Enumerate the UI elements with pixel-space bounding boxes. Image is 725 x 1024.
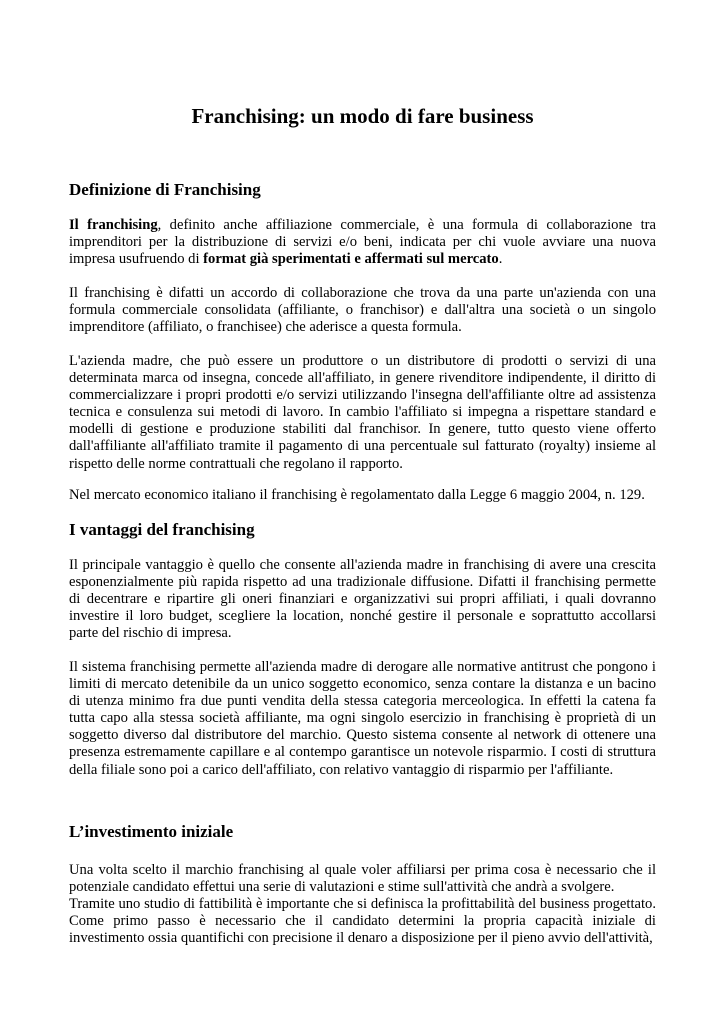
text-run: Il principale vantaggio è quello che consente all'azienda madre in franchising di avere una crescita esponenzialmente più rapida rispetto ad una tradizionale diffusione. Difatti il franchising permette di decentrare e ripartire gli oneri finanziari e organizzativi sui propri affiliati, i quali dovranno investire il loro budget, scegliere la location, nonché gestire il personale e soprattutto accollarsi parte del rischio di impresa.	[69, 557, 656, 642]
bold-text: Il franchising	[69, 217, 158, 233]
text-run: Nel mercato economico italiano il franchising è regolamentato dalla Legge 6 maggio 2004, n. 129.	[69, 487, 645, 503]
text-run: Tramite uno studio di fattibilità è importante che si definisca la profittabilità del business progettato. Come primo passo è necessario che il candidato determini la propria capacità iniziale di investimento ossia quantifichi con precisione il denaro a disposizione per il pieno avvio dell'attività,	[69, 896, 656, 947]
text-run: L'azienda madre, che può essere un produttore o un distributore di prodotti o servizi di una determinata marca od insegna, concede all'affiliato, in genere rivenditore indipendente, il diritto di commercializzare i propri prodotti e/o servizi utilizzando l'insegna dell'affiliante oltre ad assistenza tecnica e consulenza sui metodi di lavoro. In cambio l'affiliato si impegna a rispettare standard e modelli di gestione e produzione stabiliti dal franchisor. In genere, tutto questo viene offerto dall'affiliante all'affiliato tramite il pagamento di una percentuale sul fatturato (royalty) insieme al rispetto delle norme contrattuali che regolano il rapporto.	[69, 353, 656, 472]
paragraph	[69, 487, 656, 504]
text-run: Una volta scelto il marchio franchising al quale voler affiliarsi per prima cosa è necessario che il potenziale candidato effettui una serie di valutazioni e stime sull'attività che andrà a svolgere.	[69, 862, 656, 896]
paragraph	[69, 217, 656, 268]
paragraph	[69, 557, 656, 642]
text-run: Il franchising è difatti un accordo di collaborazione che trova da una parte un'azienda con una formula commerciale consolidata (affiliante, o franchisor) e dall'altra una società o un singolo imprenditore (affiliato, o franchisee) che aderisce a questa formula.	[69, 285, 656, 336]
document-title: Franchising: un modo di fare business	[191, 104, 534, 128]
section-heading: I vantaggi del franchising	[69, 520, 255, 539]
paragraph	[69, 862, 656, 947]
bold-text: format già sperimentati e affermati sul mercato	[203, 251, 499, 268]
text-run: .	[498, 251, 503, 268]
section-heading: L’investimento iniziale	[69, 822, 234, 841]
paragraph	[69, 659, 656, 779]
text-run: , definito anche affiliazione commerciale, è una formula di collaborazione tra imprenditori per la distribuzione di servizi e/o beni, indicata per chi vuole avviare una nuova impresa usufruendo di	[69, 217, 656, 268]
section-heading: Definizione di Franchising	[69, 180, 261, 199]
paragraph	[69, 353, 656, 473]
text-run: Il sistema franchising permette all'azienda madre di derogare alle normative antitrust che pongono i limiti di mercato detenibile da un unico soggetto economico, senza contare la distanza e un bacino di utenza minimo fra due punti vendita della stessa categoria merceologica. In effetti la catena fa tutta capo alla stessa società affiliante, ma ogni singolo esercizio in franchising è proprietà di un soggetto diverso dal distributore del marchio. Questo sistema consente al network di ottenere una presenza estremamente capillare e al contempo garantisce un notevole risparmio. I costi di struttura della filiale sono poi a carico dell'affiliato, con relativo vantaggio di risparmio per l'affiliante.	[69, 659, 656, 778]
paragraph	[69, 285, 656, 336]
